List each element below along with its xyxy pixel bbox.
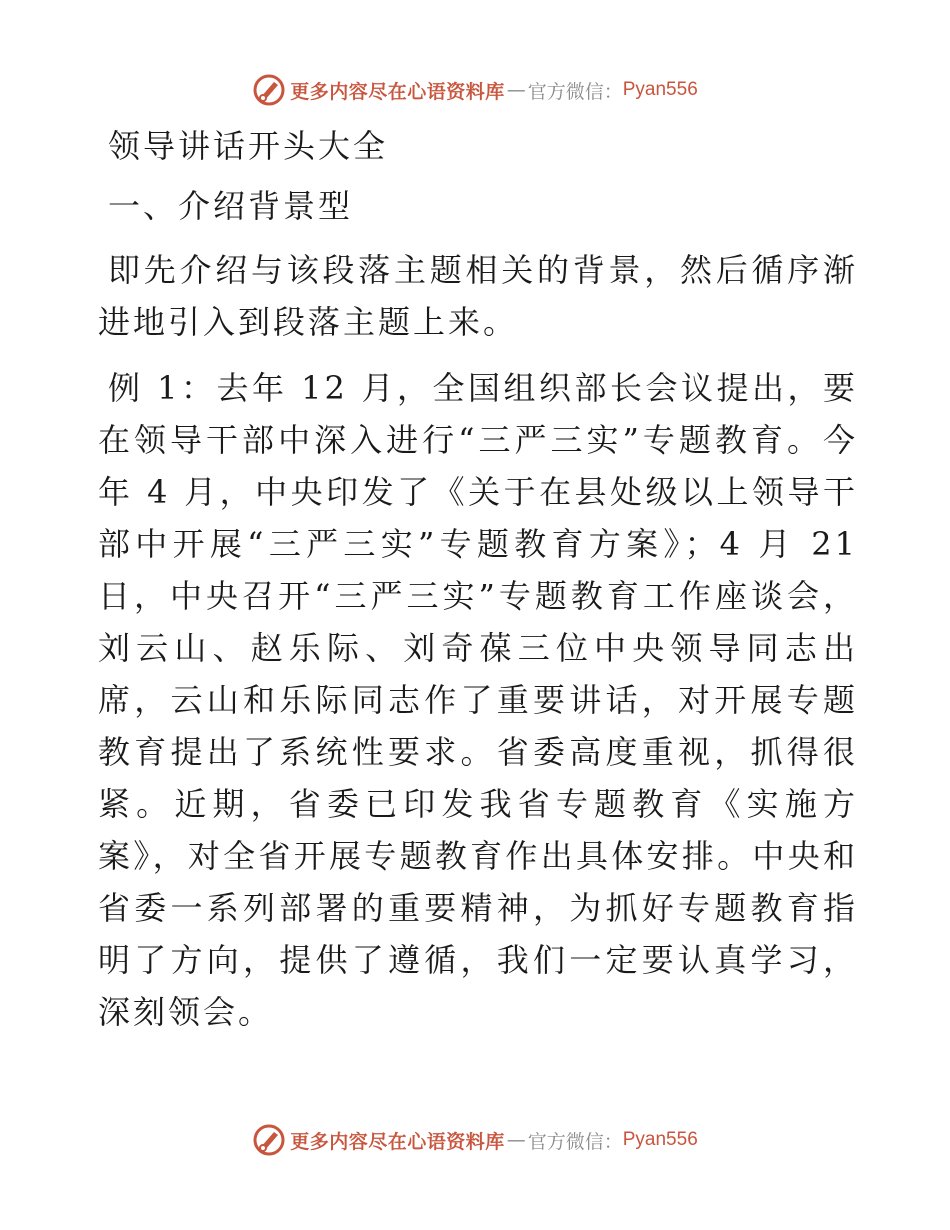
- watermark-wechat-label: 官方微信：: [527, 1130, 623, 1153]
- watermark-separator: —: [506, 79, 526, 101]
- footer-watermark: [0, 1120, 950, 1160]
- brand-logo-icon: [252, 73, 286, 107]
- intro-paragraph: 即先介绍与该段落主题相关的背景，然后循序渐进地引入到段落主题上来。: [98, 251, 858, 341]
- watermark-site-text: 更多内容尽在心语资料库: [290, 80, 505, 103]
- watermark-account: Pyan556: [622, 1129, 698, 1150]
- document-body: [98, 118, 858, 1052]
- document-title: 领导讲话开头大全: [108, 127, 389, 165]
- brand-logo-icon: [252, 1123, 286, 1157]
- watermark-account: Pyan556: [622, 79, 698, 100]
- section-heading: 一、介绍背景型: [108, 187, 354, 225]
- header-watermark: [0, 70, 950, 110]
- example-paragraph: 例 1：去年 12 月，全国组织部长会议提出，要在领导干部中深入进行“三严三实”专题教育。今年 4 月，中央印发了《关于在县处级以上领导干部中开展“三严三实”专题教育方案》；4 月 21 日，中央召开“三严三实”专题教育工作座谈会，刘云山、赵乐际、刘奇葆三位中央领导同志出席，云山和乐际同志作了重要讲话，对开展专题教育提出了系统性要求。省委高度重视，抓得很紧。近期，省委已印发我省专题教育《实施方案》，对全省开展专题教育作出具体安排。中央和省委一系列部署的重要精神，为抓好专题教育指明了方向，提供了遵循，我们一定要认真学习，深刻领会。: [98, 369, 858, 1031]
- watermark-site-text: 更多内容尽在心语资料库: [290, 1130, 505, 1153]
- watermark-wechat-label: 官方微信：: [527, 80, 623, 103]
- watermark-separator: —: [506, 1129, 526, 1151]
